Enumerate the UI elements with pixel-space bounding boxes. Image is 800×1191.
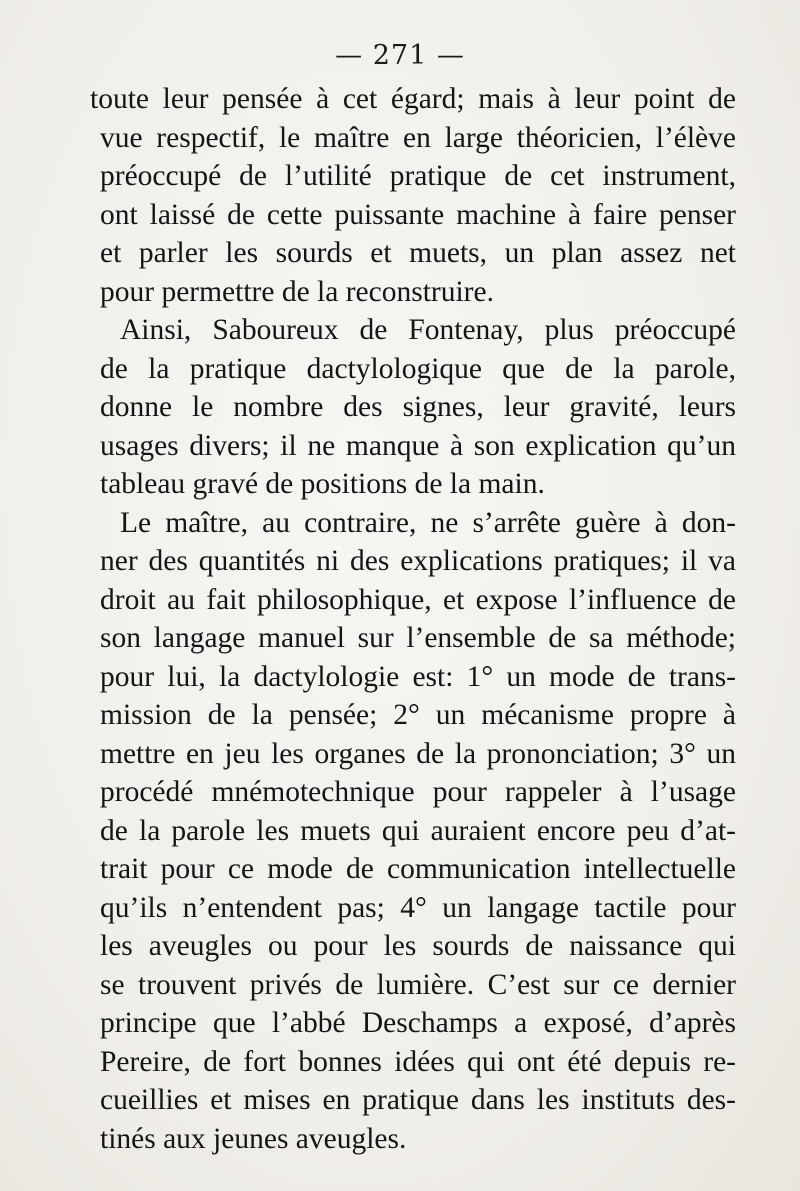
text-line: les aveugles ou pour les sourds de naissance qui [100,930,736,962]
text-line: de la parole les muets qui auraient encore peu d’at- [100,814,736,847]
text-line: qu’ils n’entendent pas; 4° un langage tactile pour [100,891,736,924]
text-line: ont laissé de cette puissante machine à faire penser [100,198,736,231]
text-line: Ainsi, Saboureux de Fontenay, plus préoccupé [120,314,736,346]
text-line: tinés aux jeunes aveugles. [100,1122,407,1155]
text-line: pour permettre de la reconstruire. [100,275,494,308]
text-line: donne le nombre des signes, leur gravité, leurs [100,391,736,423]
text-line: tableau gravé de positions de la main. [100,468,545,500]
text-line: trait pour ce mode de communication intellectuelle [100,853,736,885]
text-line: mission de la pensée; 2° un mécanisme propre à [100,699,736,731]
text-line: son langage manuel sur l’ensemble de sa méthode; [100,622,736,654]
page-number: — 271 — [335,40,465,71]
text-line: et parler les sourds et muets, un plan assez net [100,237,736,269]
text-line: droit au fait philosophique, et expose l’influence de [100,583,736,616]
text-line: pour lui, la dactylologie est: 1° un mode de trans- [100,660,736,693]
text-line: ner des quantités ni des explications pratiques; il va [100,545,736,577]
text-line: usages divers; il ne manque à son explication qu’un [100,429,736,462]
text-line: toute leur pensée à cet égard; mais à leur point de [90,83,736,115]
text-line: procédé mnémotechnique pour rappeler à l’usage [100,776,736,808]
text-line: principe que l’abbé Deschamps a exposé, d’après [100,1007,736,1039]
text-line: Pereire, de fort bonnes idées qui ont été depuis re- [100,1045,736,1078]
text-line: mettre en jeu les organes de la prononciation; 3° un [100,737,736,770]
text-line: préoccupé de l’utilité pratique de cet instrument, [100,160,736,192]
text-line: se trouvent privés de lumière. C’est sur ce dernier [100,968,736,1001]
text-line: de la pratique dactylologique que de la parole, [100,352,736,385]
body-text [90,80,736,1158]
text-line: vue respectif, le maître en large théoricien, l’élève [100,121,736,154]
text-line: cueillies et mises en pratique dans les instituts des- [100,1084,736,1116]
text-line: Le maître, au contraire, ne s’arrête guère à don- [120,506,736,539]
